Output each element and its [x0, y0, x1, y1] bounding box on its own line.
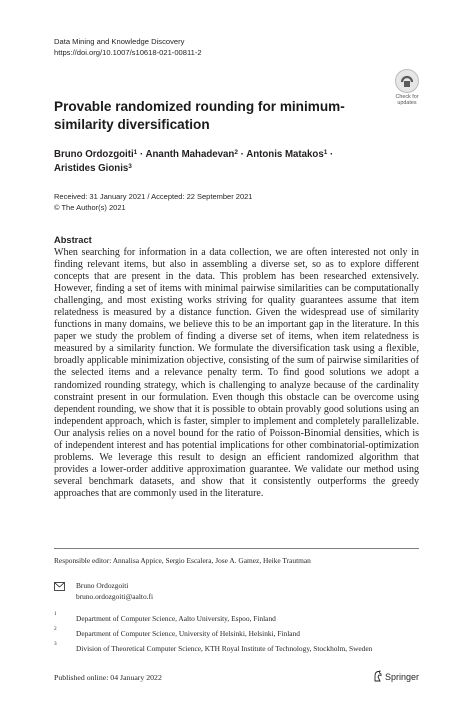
contact-name: Bruno Ordozgoiti — [76, 581, 129, 590]
author-name[interactable]: Ananth Mahadevan — [145, 149, 235, 160]
footnote-divider — [54, 548, 419, 549]
published-online-date: Published online: 04 January 2022 — [54, 673, 162, 682]
contact-email[interactable]: bruno.ordozgoiti@aalto.fi — [76, 591, 153, 601]
check-for-updates-icon — [395, 69, 419, 93]
springer-horse-icon — [373, 670, 383, 682]
author-separator: · — [327, 149, 334, 160]
affiliation-number: 2 — [54, 626, 57, 632]
badge-label-2: updates — [397, 100, 417, 106]
doi-link[interactable]: https://doi.org/10.1007/s10618-021-00811-2 — [54, 47, 202, 57]
author-name[interactable]: Aristides Gionis — [54, 162, 129, 174]
abstract-heading: Abstract — [54, 235, 92, 245]
copyright-notice: © The Author(s) 2021 — [54, 202, 126, 212]
publisher-name: Springer — [385, 672, 420, 682]
abstract-body: When searching for information in a data collection, we are often interested not only in finding relevant items, but also in assembling a diverse set, so as to explore different concepts that are present in the data. This problem has been researched extensively. However, finding a set of items with minimal pairwise similarities can be computationally challenging, and most existing works striving for quality guarantees assume that item relatedness is measured by a distance function. Given the widespread use of similarity functions in many domains, we believe this to be an important gap in the literature. In this paper we study the problem of finding a diverse set of items, when item relatedness is measured by a similarity function. We formulate the diversification task using a flexible, broadly applicable minimization objective, consisting of the sum of pairwise similarities of the selected items and a relevance penalty term. To find good solutions we adopt a randomized rounding strategy, which is challenging to analyze because of the cardinality constraint present in our formulation. Even though this obstacle can be overcome using dependent rounding, we show that it is possible to obtain provably good solutions using an independent approach, which is faster, simpler to implement and completely parallelizable. Our analysis relies on a novel bound for the ratio of Poisson-Binomial densities, which is of independent interest and has potential implications for other combinatorial-optimization problems. We leverage this result to design an efficient randomized algorithm that provides a lower-order additive approximation guarantee. We validate our method using several benchmark datasets, and show that it consistently outperforms the greedy approaches that are commonly used in the literature. — [54, 247, 419, 499]
envelope-icon — [54, 582, 65, 591]
affiliation-marker: 3 — [128, 162, 132, 170]
publisher-logo — [373, 670, 419, 682]
affiliation-number: 3 — [54, 641, 57, 647]
journal-header — [54, 37, 202, 58]
paper-title: Provable randomized rounding for minimum-similarity diversification — [54, 99, 345, 132]
author-separator: · — [137, 149, 146, 160]
author-name[interactable]: Antonis Matakos — [246, 149, 324, 160]
affiliation-number: 1 — [54, 611, 57, 617]
affiliation-text: Department of Computer Science, Aalto University, Espoo, Finland — [76, 614, 276, 623]
affiliation-marker: 2 — [234, 149, 238, 156]
journal-name: Data Mining and Knowledge Discovery — [54, 37, 185, 46]
affiliation-marker: 1 — [133, 149, 138, 156]
article-dates — [54, 192, 252, 213]
author-name[interactable]: Bruno Ordozgoiti — [54, 149, 134, 160]
check-for-updates-badge[interactable] — [394, 69, 420, 106]
author-separator: · — [237, 149, 247, 160]
responsible-editors: Responsible editor: Annalisa Appice, Sergio Escalera, Jose A. Gamez, Heike Trautman — [54, 556, 311, 565]
affiliation-text: Division of Theoretical Computer Science, KTH Royal Institute of Technology, Stockholm, Sweden — [76, 644, 373, 653]
affiliation-text: Department of Computer Science, University of Helsinki, Helsinki, Finland — [76, 629, 300, 638]
author-list — [54, 148, 394, 175]
received-accepted-dates: Received: 31 January 2021 / Accepted: 22 September 2021 — [54, 192, 253, 201]
badge-label-1: Check for — [395, 94, 419, 100]
affiliation-marker: 1 — [323, 149, 328, 156]
